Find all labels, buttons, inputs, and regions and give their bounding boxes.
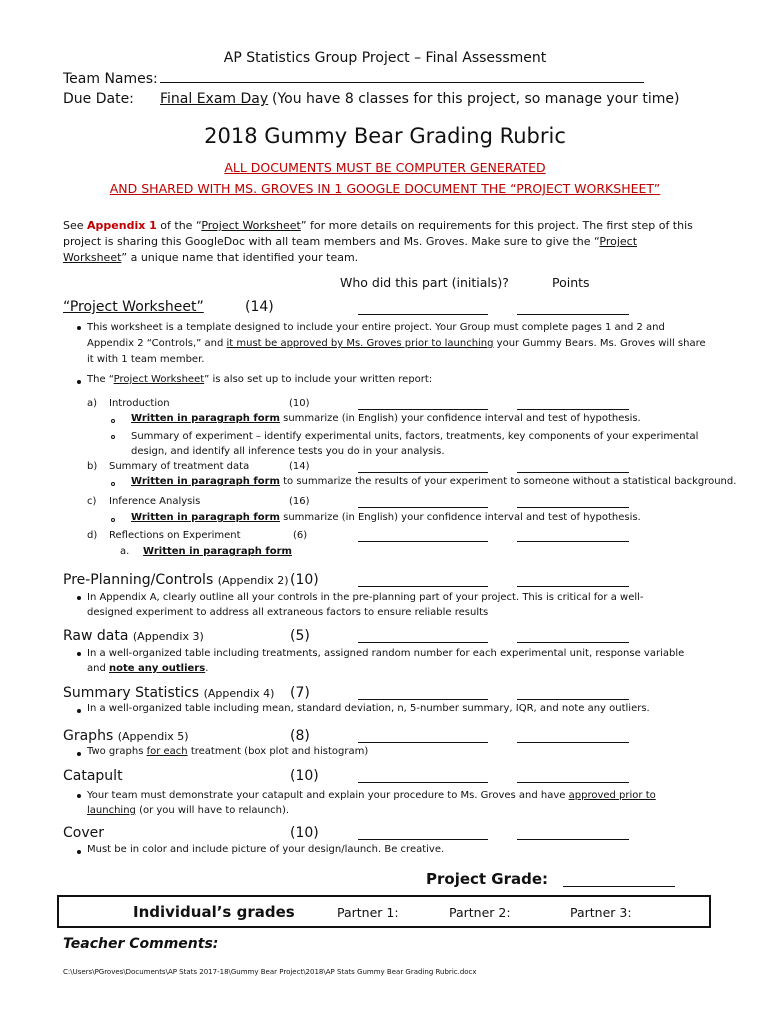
circle-bullet-icon (111, 518, 115, 522)
column-who: Who did this part (initials)? (340, 275, 509, 290)
intro-project-worksheet: Project Worksheet (201, 219, 301, 232)
summary-label (63, 685, 274, 701)
graphs-bullet-underlined: for each (146, 746, 188, 757)
item-a-title: Introduction (109, 398, 170, 409)
bullet-icon (77, 850, 81, 854)
cover-points: (10) (290, 825, 319, 841)
circle-bullet-icon (111, 435, 115, 439)
preplanning-label (63, 572, 289, 588)
individual-grades-label: Individual’s grades (133, 903, 295, 921)
item-c-sub-1 (131, 512, 641, 523)
notice-line-1: ALL DOCUMENTS MUST BE COMPUTER GENERATED (224, 160, 546, 175)
intro-paragraph (63, 218, 703, 266)
team-names-label: Team Names: (63, 71, 158, 87)
catapult-points-line[interactable] (517, 782, 629, 783)
catapult-bullet-underlined: approved prior to launching (87, 790, 656, 816)
graphs-initials-line[interactable] (358, 742, 488, 743)
bullet-icon (77, 652, 81, 656)
due-date-note: (You have 8 classes for this project, so manage your time) (272, 91, 680, 107)
catapult-bullet-text: Your team must demonstrate your catapult and explain your procedure to Ms. Groves and have (87, 790, 569, 801)
worksheet-bullet-1-underlined: it must be approved by Ms. Groves prior to launching (226, 338, 494, 349)
item-c-label: c) (87, 496, 97, 507)
item-a-sub-1-text: summarize (in English) your confidence interval and test of hypothesis. (279, 413, 641, 424)
item-a-label: a) (87, 398, 98, 409)
item-b-initials-line[interactable] (358, 472, 488, 473)
due-date-value: Final Exam Day (160, 91, 269, 107)
graphs-points: (8) (290, 728, 310, 744)
bullet-icon (77, 326, 81, 330)
rawdata-appendix: (Appendix 3) (132, 630, 204, 643)
item-c-sub-1-text: summarize (in English) your confidence interval and test of hypothesis. (279, 512, 641, 523)
preplanning-points-line[interactable] (517, 586, 629, 587)
intro-see: See (63, 219, 88, 232)
item-a-points: (10) (289, 398, 310, 409)
item-c-points: (16) (289, 496, 310, 507)
column-points: Points (552, 275, 590, 290)
preplanning-points: (10) (290, 572, 319, 588)
cover-initials-line[interactable] (358, 839, 488, 840)
graphs-appendix: (Appendix 5) (117, 730, 189, 743)
intro-rest-1: ” for more details on requirements for this project. The first step of this project is sharing this GoogleDoc with all team members and Ms. Groves. Make sure to give the “ (63, 219, 693, 248)
worksheet-points: (14) (245, 299, 274, 315)
bullet-icon (77, 380, 81, 384)
rubric-title: 2018 Gummy Bear Grading Rubric (204, 124, 566, 148)
summary-bullet-1: In a well-organized table including mean, standard deviation, n, 5-number summary, IQR, and note any outliers. (87, 703, 650, 714)
item-b-points: (14) (289, 461, 310, 472)
worksheet-points-line[interactable] (517, 314, 629, 315)
worksheet-bullet-2-text: The “ (87, 374, 114, 385)
worksheet-bullet-1-end: your Gummy Bears. Ms. Groves will share it with 1 team member. (87, 338, 706, 365)
graphs-label (63, 728, 189, 744)
rawdata-bullet-1 (87, 646, 697, 676)
rawdata-bullet-underlined: note any outliers (109, 663, 206, 674)
item-c-points-line[interactable] (517, 507, 629, 508)
worksheet-bullet-2-underlined: Project Worksheet (113, 374, 205, 385)
catapult-points: (10) (290, 768, 319, 784)
rawdata-label (63, 628, 204, 644)
rawdata-title: Raw data (63, 628, 129, 644)
item-b-points-line[interactable] (517, 472, 629, 473)
team-names-line[interactable] (160, 82, 644, 83)
intro-appendix-ref: Appendix 1 (87, 219, 157, 232)
item-b-title: Summary of treatment data (109, 461, 250, 472)
summary-title: Summary Statistics (63, 685, 200, 701)
intro-of-the: of the “ (156, 219, 202, 232)
item-b-sub-1 (131, 476, 736, 487)
graphs-bullet-text: Two graphs (87, 746, 147, 757)
worksheet-bullet-1 (87, 320, 707, 368)
item-d-sub-label: a. (120, 546, 130, 557)
preplanning-appendix: (Appendix 2) (217, 574, 289, 587)
item-a-sub-1-underlined: Written in paragraph form (131, 413, 280, 424)
preplanning-initials-line[interactable] (358, 586, 488, 587)
project-grade-label: Project Grade: (426, 870, 549, 888)
summary-points-line[interactable] (517, 699, 629, 700)
cover-label: Cover (63, 825, 104, 841)
item-d-sub-1: Written in paragraph form (143, 546, 292, 557)
graphs-bullet-end: treatment (box plot and histogram) (187, 746, 369, 757)
rawdata-points-line[interactable] (517, 642, 629, 643)
teacher-comments-label: Teacher Comments: (63, 936, 219, 952)
intro-project-worksheet-2: Project Worksheet (63, 235, 638, 264)
worksheet-bullet-1-text: This worksheet is a template designed to include your entire project. Your Group must complete pages 1 and 2 and Appendix 2 “Controls,” and (87, 322, 665, 349)
item-d-points-line[interactable] (517, 541, 629, 542)
item-d-label: d) (87, 530, 98, 541)
graphs-bullet-1 (87, 746, 368, 757)
item-c-title: Inference Analysis (109, 496, 201, 507)
rawdata-initials-line[interactable] (358, 642, 488, 643)
cover-points-line[interactable] (517, 839, 629, 840)
circle-bullet-icon (111, 419, 115, 423)
worksheet-bullet-2-end: ” is also set up to include your written report: (204, 374, 433, 385)
summary-appendix: (Appendix 4) (203, 687, 275, 700)
catapult-initials-line[interactable] (358, 782, 488, 783)
rawdata-points: (5) (290, 628, 310, 644)
bullet-icon (77, 794, 81, 798)
partner-3-label: Partner 3: (570, 905, 632, 920)
item-b-sub-1-underlined: Written in paragraph form (131, 476, 280, 487)
footer-file-path: C:\Users\PGroves\Documents\AP Stats 2017-18\Gummy Bear Project\2018\AP Stats Gummy Bear Grading Rubric.docx (63, 968, 477, 976)
worksheet-label: “Project Worksheet” (63, 299, 204, 315)
project-grade-line[interactable] (563, 886, 675, 887)
summary-points: (7) (290, 685, 310, 701)
item-d-initials-line[interactable] (358, 541, 488, 542)
item-a-initials-line[interactable] (358, 409, 488, 410)
worksheet-bullet-2 (87, 374, 432, 385)
graphs-points-line[interactable] (517, 742, 629, 743)
preplanning-title: Pre-Planning/Controls (63, 572, 214, 588)
worksheet-initials-line[interactable] (358, 314, 488, 315)
item-d-title: Reflections on Experiment (109, 530, 241, 541)
item-a-sub-1 (131, 413, 641, 424)
summary-initials-line[interactable] (358, 699, 488, 700)
graphs-title: Graphs (63, 728, 114, 744)
item-c-initials-line[interactable] (358, 507, 488, 508)
rawdata-bullet-end: . (205, 663, 209, 674)
item-b-sub-1-text: to summarize the results of your experiment to someone without a statistical background. (279, 476, 737, 487)
item-c-sub-1-underlined: Written in paragraph form (131, 512, 280, 523)
cover-bullet-1: Must be in color and include picture of your design/launch. Be creative. (87, 844, 445, 855)
item-b-label: b) (87, 461, 98, 472)
item-a-points-line[interactable] (517, 409, 629, 410)
due-date-label: Due Date: (63, 91, 134, 107)
bullet-icon (77, 709, 81, 713)
rawdata-bullet-text: In a well-organized table including treatments, assigned random number for each experimental unit, response variable and (87, 648, 685, 674)
preplanning-bullet-1: In Appendix A, clearly outline all your controls in the pre-planning part of your project. This is critical for a well-designed experiment to address all extraneous factors to ensure reliable results (87, 592, 644, 618)
catapult-bullet-1 (87, 788, 699, 818)
bullet-icon (77, 752, 81, 756)
circle-bullet-icon (111, 482, 115, 486)
intro-rest-2: ” a unique name that identified your team. (121, 251, 359, 264)
notice-line-2: AND SHARED WITH MS. GROVES IN 1 GOOGLE DOCUMENT THE “PROJECT WORKSHEET” (109, 181, 661, 196)
bullet-icon (77, 596, 81, 600)
header-title: AP Statistics Group Project – Final Assessment (223, 50, 547, 66)
item-a-sub-2: Summary of experiment – identify experimental units, factors, treatments, key components of your experimental design, and identify all inference tests you do in your analysis. (131, 431, 699, 457)
catapult-label: Catapult (63, 768, 123, 784)
partner-1-label: Partner 1: (337, 905, 399, 920)
catapult-bullet-end: (or you will have to relaunch). (135, 805, 290, 816)
partner-2-label: Partner 2: (449, 905, 511, 920)
item-d-points: (6) (293, 530, 308, 541)
